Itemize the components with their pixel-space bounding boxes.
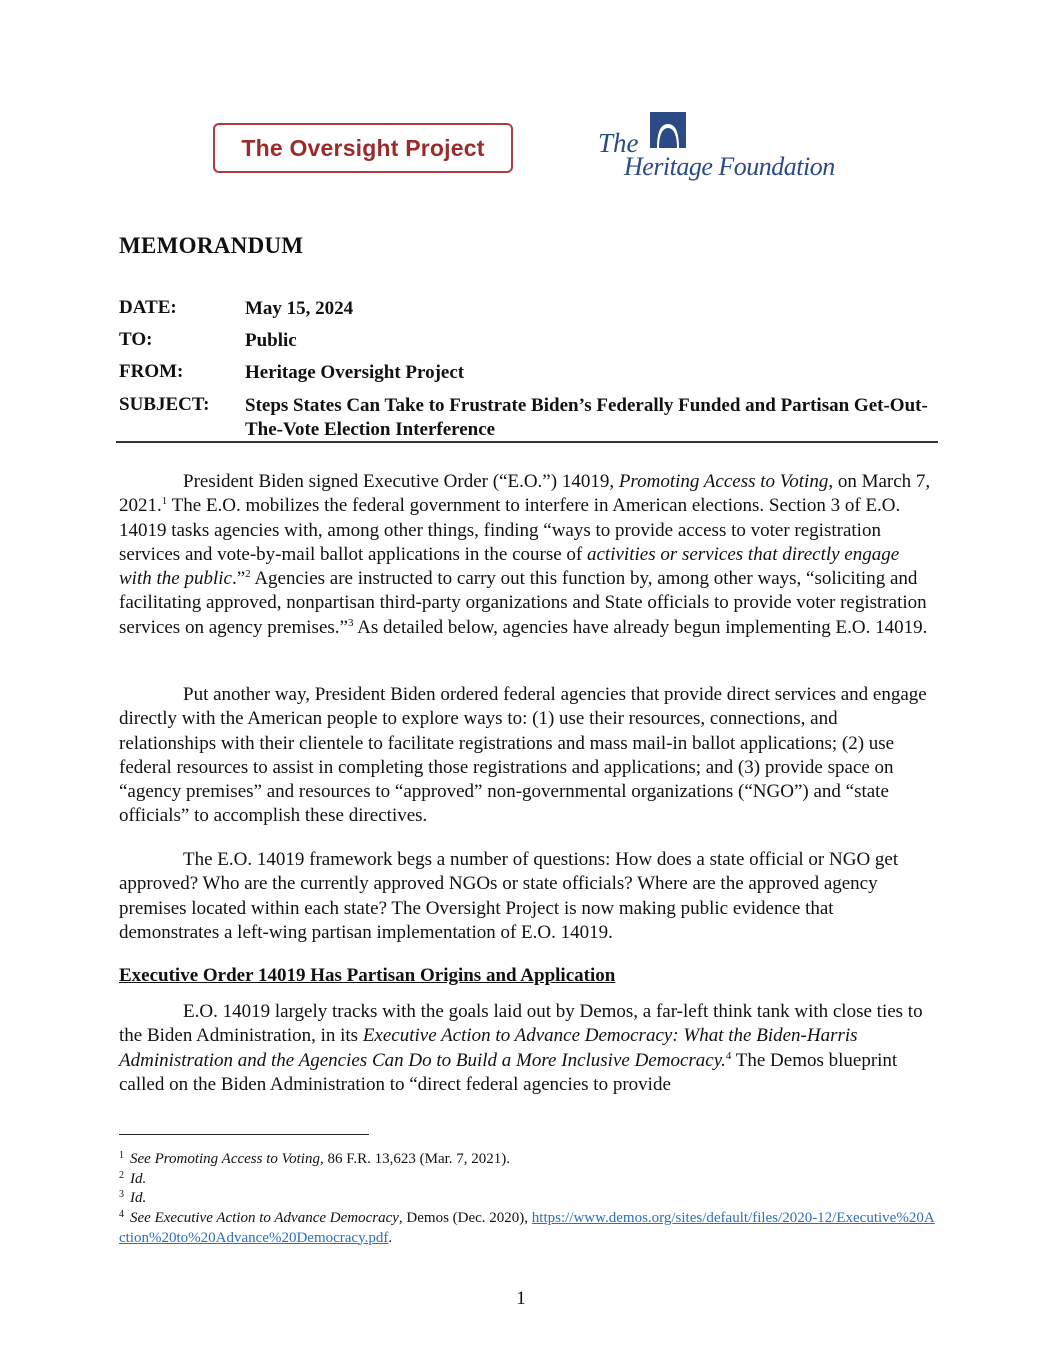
subject-label: SUBJECT: [119, 394, 210, 415]
footnote-number: 3 [119, 1189, 124, 1200]
footnote-ref-3[interactable]: 3 [347, 616, 354, 629]
paragraph-1 [119, 470, 931, 640]
footnote-ref-2[interactable]: 2 [245, 568, 251, 581]
p4-text-b: The Demos blueprint called on the Biden Administration to “direct federal agencies to provide [119, 1049, 898, 1095]
paragraph-2 [119, 683, 931, 829]
footnote-text: , 86 F.R. 13,623 (Mar. 7, 2021). [319, 1151, 511, 1167]
demos-report-link[interactable]: https://www.demos.org/sites/default/files/2020-12/Executive%20Action%20to%20Advance%20Democracy.pdf [119, 1210, 935, 1246]
footnote-number: 1 [119, 1150, 124, 1161]
p4-text-a: E.O. 14019 largely tracks with the goals laid out by Demos, a far-left think tank with close ties to the Biden Administration, in its [119, 1001, 923, 1047]
p2-text: Put another way, President Biden ordered federal agencies that provide direct services and engage directly with the American people to explore ways to: (1) use their resources, connections, and relationships with their clientele to facilitate registrations and mass mail-in ballot applications; (2) use federal resources to assist in completing those registrations and applications; and (3) provide space on “agency premises” and resources to “approved” non-governmental organizations (“NGO”) and “state officials” to accomplish these directives. [119, 684, 927, 827]
footnote-2 [119, 1170, 939, 1190]
footnote-italic: See Executive Action to Advance Democracy [130, 1210, 399, 1226]
page-number: 1 [516, 1288, 526, 1309]
p1-text-e: Agencies are instructed to carry out this function by, among other ways, “soliciting and facilitating approved, nonpartisan third-party organizations and State officials to provide voter registration services on agency premises.” [119, 568, 927, 638]
footnote-ref-1[interactable]: 1 [161, 495, 168, 508]
to-value: Public [245, 330, 297, 351]
memo-title: MEMORANDUM [119, 233, 304, 258]
p1-text-f: As detailed below, agencies have already begun implementing E.O. 14019. [353, 616, 928, 638]
footnote-3 [119, 1189, 939, 1209]
footnote-text: , Demos (Dec. 2020), [398, 1210, 532, 1226]
p1-italic-quote: activities or services that directly engage with the public [119, 543, 900, 590]
p3-text: The E.O. 14019 framework begs a number of questions: How does a state official or NGO get approved? Who are the currently approved NGOs or state officials? Where are the approved agency premises located within each state? The Oversight Project is now making public evidence that demonstrates a left-wing partisan implementation of E.O. 14019. [119, 849, 899, 943]
from-label: FROM: [119, 361, 184, 382]
from-value: Heritage Oversight Project [245, 362, 465, 383]
footnote-italic: Id. [130, 1171, 147, 1187]
section-heading: Executive Order 14019 Has Partisan Origins and Application [119, 965, 616, 986]
heritage-logo-the: The [598, 128, 639, 158]
date-label: DATE: [119, 297, 177, 318]
p1-italic-title: Promoting Access to Voting [618, 471, 829, 492]
heritage-logo-name: Heritage Foundation [624, 152, 835, 181]
liberty-bell-icon [648, 110, 688, 150]
footnote-number: 4 [119, 1209, 124, 1220]
p1-text-a: President Biden signed Executive Order (“E.O.”) 14019, [183, 471, 619, 492]
heritage-foundation-logo [596, 110, 846, 180]
footnote-1 [119, 1150, 939, 1170]
footnote-ref-4[interactable]: 4 [725, 1049, 732, 1062]
paragraph-4 [119, 1000, 931, 1097]
date-value: May 15, 2024 [245, 298, 354, 319]
subject-value: Steps States Can Take to Frustrate Biden’s Federally Funded and Partisan Get-Out-The-Vote Election Interference [245, 395, 928, 440]
oversight-project-logo [213, 123, 513, 173]
p4-italic-title: Executive Action to Advance Democracy: What the Biden-Harris Administration and the Agencies Can Do to Build a More Inclusive Democracy. [119, 1025, 858, 1071]
footnote-italic: Id. [130, 1190, 147, 1206]
header-divider [116, 441, 938, 443]
to-label: TO: [119, 329, 153, 350]
footnote-number: 2 [119, 1170, 124, 1181]
footnote-italic: See Promoting Access to Voting [130, 1151, 320, 1167]
oversight-logo-text: The Oversight Project [241, 134, 485, 161]
p1-text-b: , on March 7, 2021. [119, 471, 931, 517]
p1-text-d: .” [231, 568, 246, 590]
p1-text-c: The E.O. mobilizes the federal government to interfere in American elections. Section 3 of E.O. 14019 tasks agencies with, among other things, finding “ways to provide access to voter registration services and vote-by-mail ballot applications in the course of [119, 495, 901, 565]
footnote-4 [119, 1209, 939, 1248]
footnote-divider [119, 1134, 369, 1135]
paragraph-3 [119, 848, 931, 945]
footnote-end: . [388, 1229, 393, 1246]
